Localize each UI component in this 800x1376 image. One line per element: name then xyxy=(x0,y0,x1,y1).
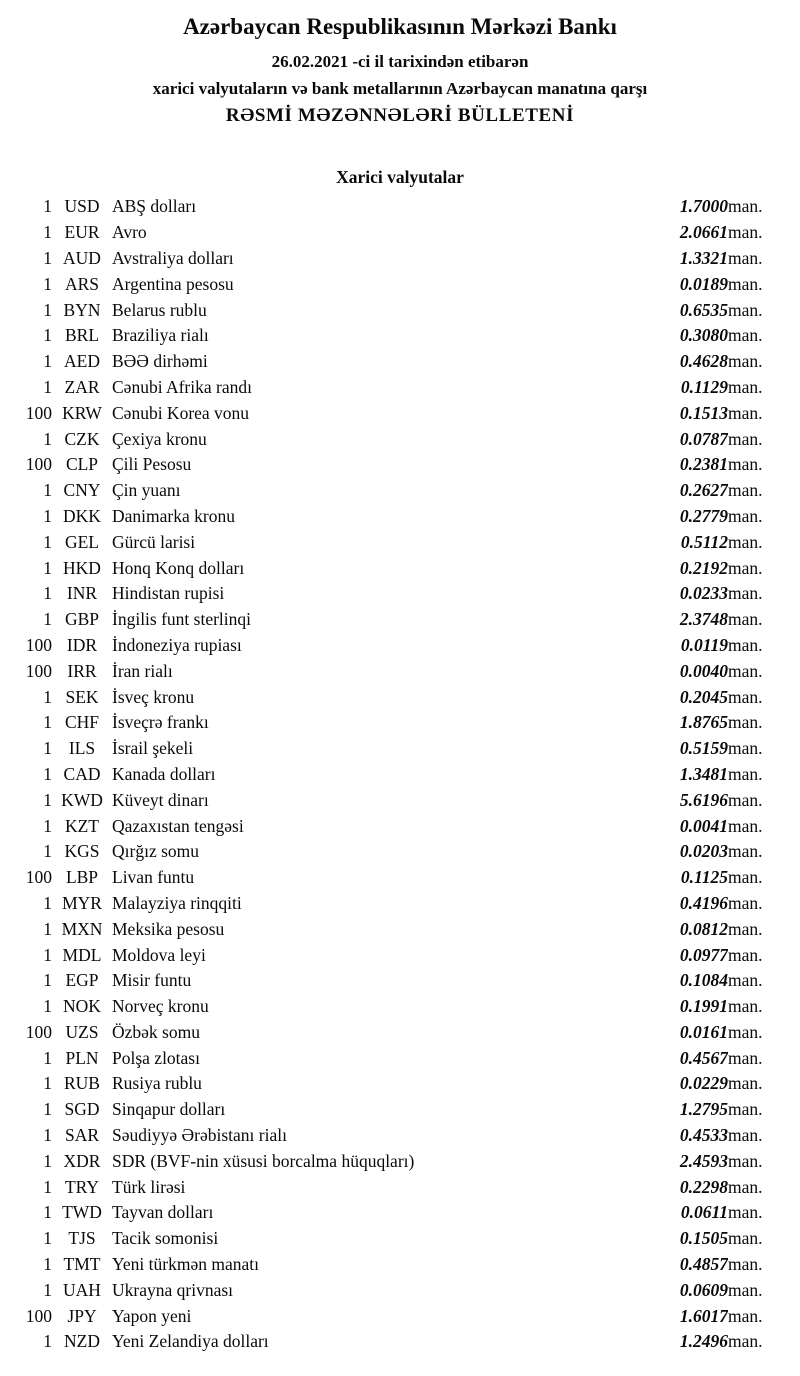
currency-row xyxy=(16,426,784,452)
currency-name-cell: Livan funtu xyxy=(112,867,195,888)
currency-name-cell: İndoneziya rupiası xyxy=(112,634,242,655)
unit-cell: man. xyxy=(728,273,763,294)
quantity-cell: 100 xyxy=(25,1305,52,1326)
currency-code-cell: CLP xyxy=(65,454,99,475)
section-title: Xarici valyutalar xyxy=(336,167,464,187)
currency-name-cell: Rusiya rublu xyxy=(112,1073,202,1094)
rate-cell: 0.2298 xyxy=(679,1176,728,1197)
currency-row xyxy=(16,1200,784,1226)
currency-name-cell: Avro xyxy=(112,222,147,243)
currency-code-cell: USD xyxy=(64,196,100,217)
rate-cell: 2.0661 xyxy=(679,222,728,243)
rate-cell: 1.6017 xyxy=(679,1305,728,1326)
currency-name-cell: Danimarka kronu xyxy=(112,505,235,526)
currency-name-cell: Qazaxıstan tengəsi xyxy=(112,815,244,836)
currency-row xyxy=(16,349,784,375)
currency-code-cell: EGP xyxy=(65,970,99,991)
quantity-cell: 1 xyxy=(43,686,52,707)
currency-name-cell: Qırğız somu xyxy=(112,841,200,862)
currency-row xyxy=(16,400,784,426)
unit-cell: man. xyxy=(728,196,763,217)
currency-row xyxy=(16,891,784,917)
currency-row xyxy=(16,452,784,478)
currency-row xyxy=(16,478,784,504)
currency-name-cell: BƏƏ dirhəmi xyxy=(112,351,208,372)
currency-code-cell: MDL xyxy=(62,944,102,965)
currency-rates-table xyxy=(16,194,784,1355)
unit-cell: man. xyxy=(728,351,763,372)
unit-cell: man. xyxy=(728,1047,763,1068)
currency-name-cell: Gürcü larisi xyxy=(112,531,196,552)
currency-code-cell: SGD xyxy=(64,1099,100,1120)
quantity-cell: 100 xyxy=(25,402,52,423)
unit-cell: man. xyxy=(728,1228,763,1249)
currency-row xyxy=(16,1277,784,1303)
unit-cell: man. xyxy=(728,918,763,939)
currency-row xyxy=(16,942,784,968)
currency-row xyxy=(16,504,784,530)
currency-name-cell: Türk lirəsi xyxy=(112,1176,186,1197)
currency-code-cell: RUB xyxy=(64,1073,100,1094)
rate-cell: 0.2627 xyxy=(679,480,728,501)
quantity-cell: 1 xyxy=(43,789,52,810)
quantity-cell: 100 xyxy=(25,1021,52,1042)
currency-code-cell: IRR xyxy=(67,660,97,681)
quantity-cell: 1 xyxy=(43,1047,52,1068)
rate-cell: 1.8765 xyxy=(679,712,728,733)
rate-cell: 0.2779 xyxy=(679,505,728,526)
rate-cell: 0.0787 xyxy=(679,428,728,449)
currency-name-cell: Belarus rublu xyxy=(112,299,207,320)
rate-cell: 5.6196 xyxy=(679,789,728,810)
rate-cell: 2.4593 xyxy=(679,1150,728,1171)
rate-cell: 2.3748 xyxy=(679,609,728,630)
currency-code-cell: KWD xyxy=(61,789,103,810)
unit-cell: man. xyxy=(728,428,763,449)
rate-cell: 0.0161 xyxy=(679,1021,728,1042)
rate-cell: 0.0041 xyxy=(679,815,728,836)
currency-name-cell: Tayvan dolları xyxy=(112,1202,214,1223)
currency-name-cell: İsrail şekeli xyxy=(112,738,194,759)
quantity-cell: 1 xyxy=(43,1125,52,1146)
quantity-cell: 1 xyxy=(43,557,52,578)
quantity-cell: 1 xyxy=(43,480,52,501)
currency-row xyxy=(16,271,784,297)
unit-cell: man. xyxy=(728,583,763,604)
unit-cell: man. xyxy=(728,712,763,733)
currency-row xyxy=(16,246,784,272)
currency-name-cell: Cənubi Korea vonu xyxy=(112,402,250,423)
currency-code-cell: ZAR xyxy=(64,376,100,397)
currency-code-cell: JPY xyxy=(67,1305,97,1326)
currency-row xyxy=(16,220,784,246)
rate-cell: 0.1084 xyxy=(679,970,728,991)
rate-cell: 0.4533 xyxy=(679,1125,728,1146)
unit-cell: man. xyxy=(728,1021,763,1042)
currency-name-cell: Polşa zlotası xyxy=(112,1047,200,1068)
quantity-cell: 1 xyxy=(43,918,52,939)
currency-row xyxy=(16,607,784,633)
quantity-cell: 1 xyxy=(43,505,52,526)
rate-cell: 0.0119 xyxy=(680,634,728,655)
rate-cell: 0.2045 xyxy=(679,686,728,707)
rate-cell: 0.0040 xyxy=(679,660,728,681)
currency-code-cell: TJS xyxy=(68,1228,96,1249)
unit-cell: man. xyxy=(728,480,763,501)
unit-cell: man. xyxy=(728,325,763,346)
currency-name-cell: Braziliya rialı xyxy=(112,325,209,346)
currency-row xyxy=(16,658,784,684)
unit-cell: man. xyxy=(728,1099,763,1120)
rate-cell: 0.0233 xyxy=(679,583,728,604)
currency-name-cell: Çexiya kronu xyxy=(112,428,207,449)
quantity-cell: 1 xyxy=(43,1073,52,1094)
quantity-cell: 1 xyxy=(43,273,52,294)
currency-name-cell: Sinqapur dolları xyxy=(112,1099,226,1120)
quantity-cell: 1 xyxy=(43,1279,52,1300)
unit-cell: man. xyxy=(728,222,763,243)
currency-name-cell: İsveçrə frankı xyxy=(112,712,209,733)
quantity-cell: 1 xyxy=(43,712,52,733)
unit-cell: man. xyxy=(728,789,763,810)
currency-row xyxy=(16,1045,784,1071)
unit-cell: man. xyxy=(728,1073,763,1094)
currency-name-cell: İngilis funt sterlinqi xyxy=(112,609,252,630)
currency-row xyxy=(16,194,784,220)
unit-cell: man. xyxy=(728,944,763,965)
unit-cell: man. xyxy=(728,867,763,888)
currency-name-cell: Yapon yeni xyxy=(112,1305,192,1326)
rate-cell: 0.0977 xyxy=(679,944,728,965)
quantity-cell: 1 xyxy=(43,325,52,346)
unit-cell: man. xyxy=(728,970,763,991)
rate-cell: 0.6535 xyxy=(679,299,728,320)
unit-cell: man. xyxy=(728,1279,763,1300)
quantity-cell: 1 xyxy=(43,247,52,268)
quantity-cell: 1 xyxy=(43,428,52,449)
unit-cell: man. xyxy=(728,763,763,784)
currency-code-cell: MYR xyxy=(62,892,102,913)
currency-code-cell: KRW xyxy=(62,402,102,423)
unit-cell: man. xyxy=(728,1176,763,1197)
quantity-cell: 1 xyxy=(43,196,52,217)
currency-row xyxy=(16,1226,784,1252)
unit-cell: man. xyxy=(728,557,763,578)
currency-name-cell: Honq Konq dolları xyxy=(112,557,245,578)
currency-name-cell: Meksika pesosu xyxy=(112,918,225,939)
unit-cell: man. xyxy=(728,531,763,552)
currency-name-cell: SDR (BVF-nin xüsusi borcalma hüquqları) xyxy=(112,1150,415,1171)
quantity-cell: 1 xyxy=(43,531,52,552)
rate-cell: 0.3080 xyxy=(679,325,728,346)
currency-code-cell: KZT xyxy=(64,815,100,836)
currency-code-cell: KGS xyxy=(64,841,100,862)
currency-code-cell: TWD xyxy=(62,1202,102,1223)
quantity-cell: 1 xyxy=(43,1228,52,1249)
rate-cell: 0.0609 xyxy=(679,1279,728,1300)
unit-cell: man. xyxy=(728,996,763,1017)
unit-cell: man. xyxy=(728,1125,763,1146)
quantity-cell: 1 xyxy=(43,892,52,913)
currency-code-cell: DKK xyxy=(63,505,101,526)
unit-cell: man. xyxy=(728,1254,763,1275)
rate-cell: 0.4857 xyxy=(679,1254,728,1275)
currency-code-cell: NZD xyxy=(64,1331,100,1352)
currency-row xyxy=(16,968,784,994)
currency-name-cell: Misir funtu xyxy=(112,970,192,991)
subject-line: xarici valyutaların və bank metallarının Azərbaycan manatına qarşı xyxy=(152,79,648,98)
currency-row xyxy=(16,1071,784,1097)
quantity-cell: 1 xyxy=(43,841,52,862)
currency-row xyxy=(16,839,784,865)
currency-code-cell: CZK xyxy=(64,428,100,449)
bulletin-header xyxy=(16,14,784,127)
currency-row xyxy=(16,581,784,607)
currency-name-cell: Argentina pesosu xyxy=(112,273,234,294)
quantity-cell: 1 xyxy=(43,1331,52,1352)
unit-cell: man. xyxy=(728,686,763,707)
quantity-cell: 1 xyxy=(43,815,52,836)
quantity-cell: 100 xyxy=(25,634,52,655)
quantity-cell: 1 xyxy=(43,1254,52,1275)
quantity-cell: 1 xyxy=(43,970,52,991)
rate-cell: 0.4196 xyxy=(679,892,728,913)
currency-code-cell: BYN xyxy=(63,299,101,320)
rate-cell: 0.4567 xyxy=(679,1047,728,1068)
unit-cell: man. xyxy=(728,247,763,268)
currency-code-cell: SAR xyxy=(64,1125,100,1146)
rate-cell: 0.5112 xyxy=(680,531,728,552)
currency-code-cell: ILS xyxy=(68,738,96,759)
currency-row xyxy=(16,323,784,349)
currency-row xyxy=(16,1329,784,1355)
unit-cell: man. xyxy=(728,841,763,862)
currency-code-cell: PLN xyxy=(65,1047,99,1068)
currency-code-cell: ARS xyxy=(64,273,100,294)
unit-cell: man. xyxy=(728,299,763,320)
quantity-cell: 1 xyxy=(43,944,52,965)
quantity-cell: 1 xyxy=(43,299,52,320)
unit-cell: man. xyxy=(728,1150,763,1171)
currency-row xyxy=(16,529,784,555)
currency-code-cell: XDR xyxy=(63,1150,101,1171)
currency-row xyxy=(16,710,784,736)
unit-cell: man. xyxy=(728,505,763,526)
rate-cell: 0.1991 xyxy=(679,996,728,1017)
unit-cell: man. xyxy=(728,609,763,630)
quantity-cell: 1 xyxy=(43,1099,52,1120)
currency-name-cell: Kanada dolları xyxy=(112,763,216,784)
rate-cell: 0.0203 xyxy=(679,841,728,862)
quantity-cell: 1 xyxy=(43,351,52,372)
bank-name: Azərbaycan Respublikasının Mərkəzi Bankı xyxy=(183,14,617,39)
unit-cell: man. xyxy=(728,1331,763,1352)
quantity-cell: 100 xyxy=(25,867,52,888)
currency-name-cell: İsveç kronu xyxy=(112,686,195,707)
currency-name-cell: ABŞ dolları xyxy=(112,196,197,217)
quantity-cell: 1 xyxy=(43,1150,52,1171)
quantity-cell: 1 xyxy=(43,738,52,759)
currency-row xyxy=(16,1174,784,1200)
rate-cell: 0.0812 xyxy=(679,918,728,939)
rate-cell: 1.3481 xyxy=(679,763,728,784)
quantity-cell: 100 xyxy=(25,660,52,681)
unit-cell: man. xyxy=(728,376,763,397)
currency-name-cell: Çili Pesosu xyxy=(112,454,192,475)
currency-code-cell: IDR xyxy=(66,634,98,655)
currency-code-cell: CNY xyxy=(63,480,101,501)
effective-date-line: 26.02.2021 -ci il tarixindən etibarən xyxy=(271,52,529,71)
currency-name-cell: Səudiyyə Ərəbistanı rialı xyxy=(112,1125,287,1146)
currency-code-cell: GBP xyxy=(64,609,100,630)
currency-row xyxy=(16,297,784,323)
currency-rates-body xyxy=(16,194,784,1355)
rate-cell: 0.1513 xyxy=(679,402,728,423)
currency-name-cell: Malayziya rinqqiti xyxy=(112,892,242,913)
currency-code-cell: MXN xyxy=(61,918,103,939)
currency-name-cell: Tacik somonisi xyxy=(112,1228,219,1249)
currency-code-cell: UAH xyxy=(63,1279,101,1300)
currency-row xyxy=(16,1148,784,1174)
currency-row xyxy=(16,787,784,813)
currency-row xyxy=(16,1097,784,1123)
rate-cell: 0.2381 xyxy=(679,454,728,475)
quantity-cell: 1 xyxy=(43,1176,52,1197)
currency-name-cell: Çin yuanı xyxy=(112,480,181,501)
rate-cell: 1.7000 xyxy=(679,196,728,217)
rate-cell: 0.0611 xyxy=(680,1202,728,1223)
currency-code-cell: TRY xyxy=(64,1176,100,1197)
rate-cell: 0.4628 xyxy=(679,351,728,372)
currency-row xyxy=(16,375,784,401)
quantity-cell: 100 xyxy=(25,454,52,475)
unit-cell: man. xyxy=(728,660,763,681)
rate-cell: 1.2496 xyxy=(679,1331,728,1352)
currency-name-cell: Yeni Zelandiya dolları xyxy=(112,1331,269,1352)
rate-cell: 0.0229 xyxy=(679,1073,728,1094)
currency-code-cell: TMT xyxy=(63,1254,101,1275)
currency-row xyxy=(16,865,784,891)
rate-cell: 0.1505 xyxy=(679,1228,728,1249)
quantity-cell: 1 xyxy=(43,609,52,630)
currency-code-cell: LBP xyxy=(65,867,99,888)
rate-cell: 0.1125 xyxy=(680,867,728,888)
currency-code-cell: NOK xyxy=(63,996,101,1017)
currency-code-cell: UZS xyxy=(65,1021,99,1042)
currency-row xyxy=(16,762,784,788)
unit-cell: man. xyxy=(728,634,763,655)
currency-code-cell: CHF xyxy=(64,712,100,733)
unit-cell: man. xyxy=(728,454,763,475)
quantity-cell: 1 xyxy=(43,996,52,1017)
currency-row xyxy=(16,1252,784,1278)
currency-row xyxy=(16,994,784,1020)
currency-code-cell: SEK xyxy=(65,686,99,707)
currency-code-cell: CAD xyxy=(63,763,101,784)
currency-name-cell: Ukrayna qrivnası xyxy=(112,1279,234,1300)
currency-row xyxy=(16,1020,784,1046)
currency-row xyxy=(16,555,784,581)
currency-code-cell: AUD xyxy=(63,247,101,268)
unit-cell: man. xyxy=(728,1305,763,1326)
unit-cell: man. xyxy=(728,738,763,759)
currency-name-cell: Avstraliya dolları xyxy=(112,247,234,268)
quantity-cell: 1 xyxy=(43,222,52,243)
currency-row xyxy=(16,684,784,710)
currency-name-cell: Moldova leyi xyxy=(112,944,206,965)
currency-row xyxy=(16,633,784,659)
currency-name-cell: İran rialı xyxy=(112,660,173,681)
unit-cell: man. xyxy=(728,892,763,913)
quantity-cell: 1 xyxy=(43,376,52,397)
unit-cell: man. xyxy=(728,1202,763,1223)
quantity-cell: 1 xyxy=(43,763,52,784)
quantity-cell: 1 xyxy=(43,583,52,604)
currency-code-cell: HKD xyxy=(63,557,101,578)
bulletin-title: RƏSMİ MƏZƏNNƏLƏRİ BÜLLETENİ xyxy=(225,105,575,126)
currency-name-cell: Özbək somu xyxy=(112,1021,200,1042)
currency-code-cell: GEL xyxy=(64,531,100,552)
currency-row xyxy=(16,813,784,839)
currency-name-cell: Yeni türkmən manatı xyxy=(112,1254,259,1275)
unit-cell: man. xyxy=(728,815,763,836)
quantity-cell: 1 xyxy=(43,1202,52,1223)
rate-cell: 0.5159 xyxy=(679,738,728,759)
currency-code-cell: AED xyxy=(64,351,100,372)
currency-row xyxy=(16,1123,784,1149)
currency-name-cell: Hindistan rupisi xyxy=(112,583,225,604)
currency-row xyxy=(16,1303,784,1329)
currency-code-cell: BRL xyxy=(64,325,100,346)
currency-name-cell: Norveç kronu xyxy=(112,996,209,1017)
currency-name-cell: Küveyt dinarı xyxy=(112,789,209,810)
rate-cell: 0.0189 xyxy=(679,273,728,294)
currency-code-cell: EUR xyxy=(64,222,100,243)
currency-code-cell: INR xyxy=(66,583,98,604)
rate-cell: 1.2795 xyxy=(679,1099,728,1120)
unit-cell: man. xyxy=(728,402,763,423)
rate-cell: 0.1129 xyxy=(680,376,728,397)
currency-name-cell: Cənubi Afrika randı xyxy=(112,376,252,397)
currency-row xyxy=(16,916,784,942)
rate-cell: 1.3321 xyxy=(679,247,728,268)
currency-row xyxy=(16,736,784,762)
rate-cell: 0.2192 xyxy=(679,557,728,578)
